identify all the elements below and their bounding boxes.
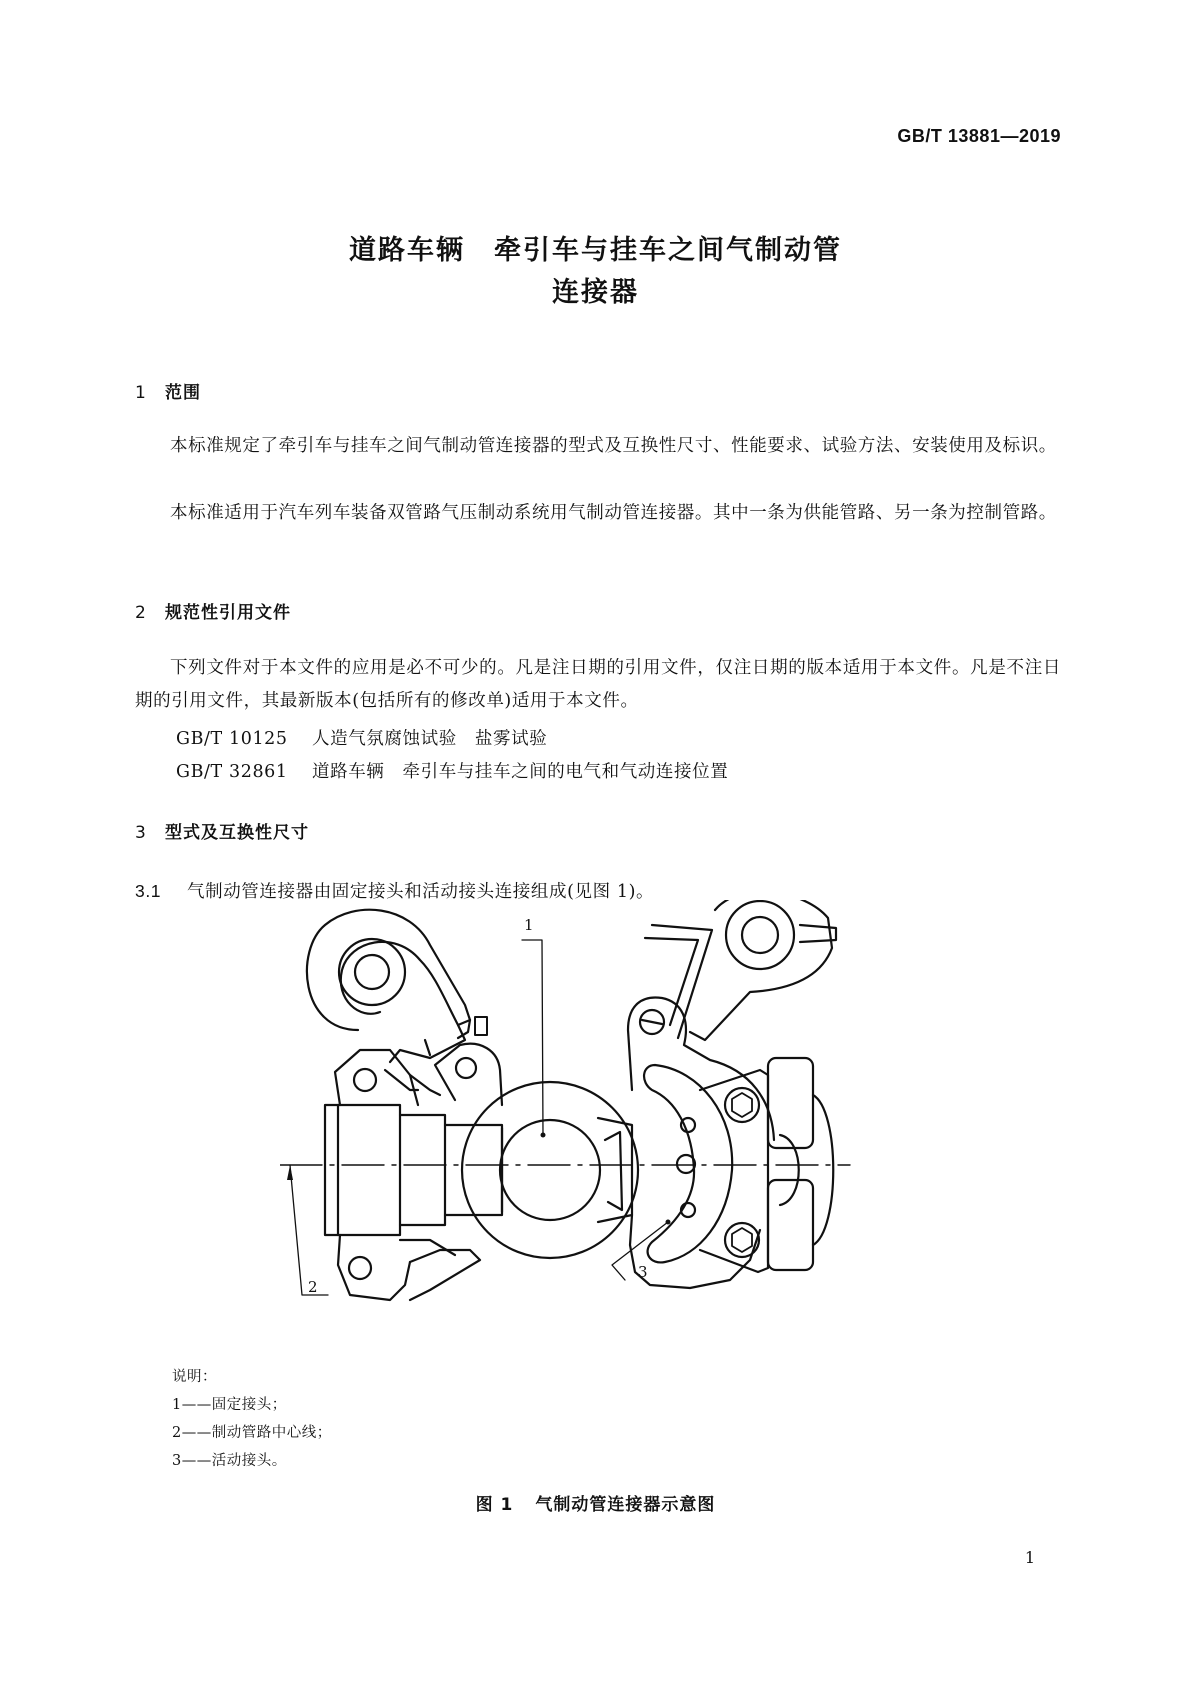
section-number: 1: [135, 383, 147, 403]
reference-title: 道路车辆 牵引车与挂车之间的电气和气动连接位置: [312, 762, 729, 782]
left-hook-lever: [307, 910, 487, 1062]
movable-center-mark: [666, 1220, 671, 1225]
section-1-heading: [135, 378, 201, 403]
section-2-heading: [135, 598, 291, 623]
reference-item: [176, 725, 547, 750]
section-title: 规范性引用文件: [165, 603, 291, 623]
reference-item: [176, 758, 728, 783]
section-title: 范围: [165, 383, 201, 403]
movable-head: [628, 997, 833, 1288]
figure-title: 气制动管连接器示意图: [535, 1495, 716, 1515]
ball-center-mark: [541, 1133, 546, 1138]
callout-1: 1: [524, 916, 534, 934]
figure-caption: [0, 1490, 1191, 1515]
standard-code: GB/T 13881—2019: [897, 126, 1061, 146]
page-number: 1: [1024, 1548, 1035, 1567]
section-1-paragraph-2: 本标准适用于汽车列车装备双管路气压制动系统用气制动管连接器。其中一条为供能管路、另一条为控制管路。: [170, 503, 1057, 523]
section-2-paragraph: 下列文件对于本文件的应用是必不可少的。凡是注日期的引用文件，仅注日期的版本适用于本文件。凡是不注日期的引用文件，其最新版本(包括所有的修改单)适用于本文件。: [135, 658, 1061, 711]
right-hook-lever: [645, 900, 836, 1040]
section-number: 3: [135, 823, 147, 843]
legend-item: 3——活动接头。: [172, 1453, 287, 1469]
reference-code: GB/T 32861: [176, 762, 288, 782]
section-3-heading: [135, 818, 309, 843]
clause-text: 气制动管连接器由固定接头和活动接头连接组成(见图 1)。: [187, 882, 655, 902]
reference-title: 人造气氛腐蚀试验 盐雾试验: [312, 729, 548, 749]
callout-2: 2: [308, 1278, 318, 1296]
ball-coupling: [462, 1082, 638, 1258]
connector-drawing: [280, 900, 920, 1360]
callout-3: 3: [638, 1263, 648, 1281]
legend-title: 说明：: [172, 1369, 217, 1385]
left-pivot-bracket: [335, 1044, 502, 1105]
fixed-body: [325, 1105, 502, 1300]
section-1-paragraph-1: 本标准规定了牵引车与挂车之间气制动管连接器的型式及互换性尺寸、性能要求、试验方法、安装使用及标识。: [170, 436, 1057, 456]
clause-number: 3.1: [135, 881, 162, 901]
document-title-line1: 道路车辆 牵引车与挂车之间气制动管: [349, 235, 842, 266]
document-title-line2: 连接器: [552, 277, 639, 308]
section-title: 型式及互换性尺寸: [165, 823, 309, 843]
reference-code: GB/T 10125: [176, 729, 288, 749]
figure-number: 图 1: [475, 1495, 514, 1515]
centerline-arrow: [287, 1165, 293, 1180]
legend-item: 1——固定接头；: [172, 1397, 287, 1413]
legend-item: 2——制动管路中心线；: [172, 1425, 332, 1441]
section-number: 2: [135, 603, 147, 623]
